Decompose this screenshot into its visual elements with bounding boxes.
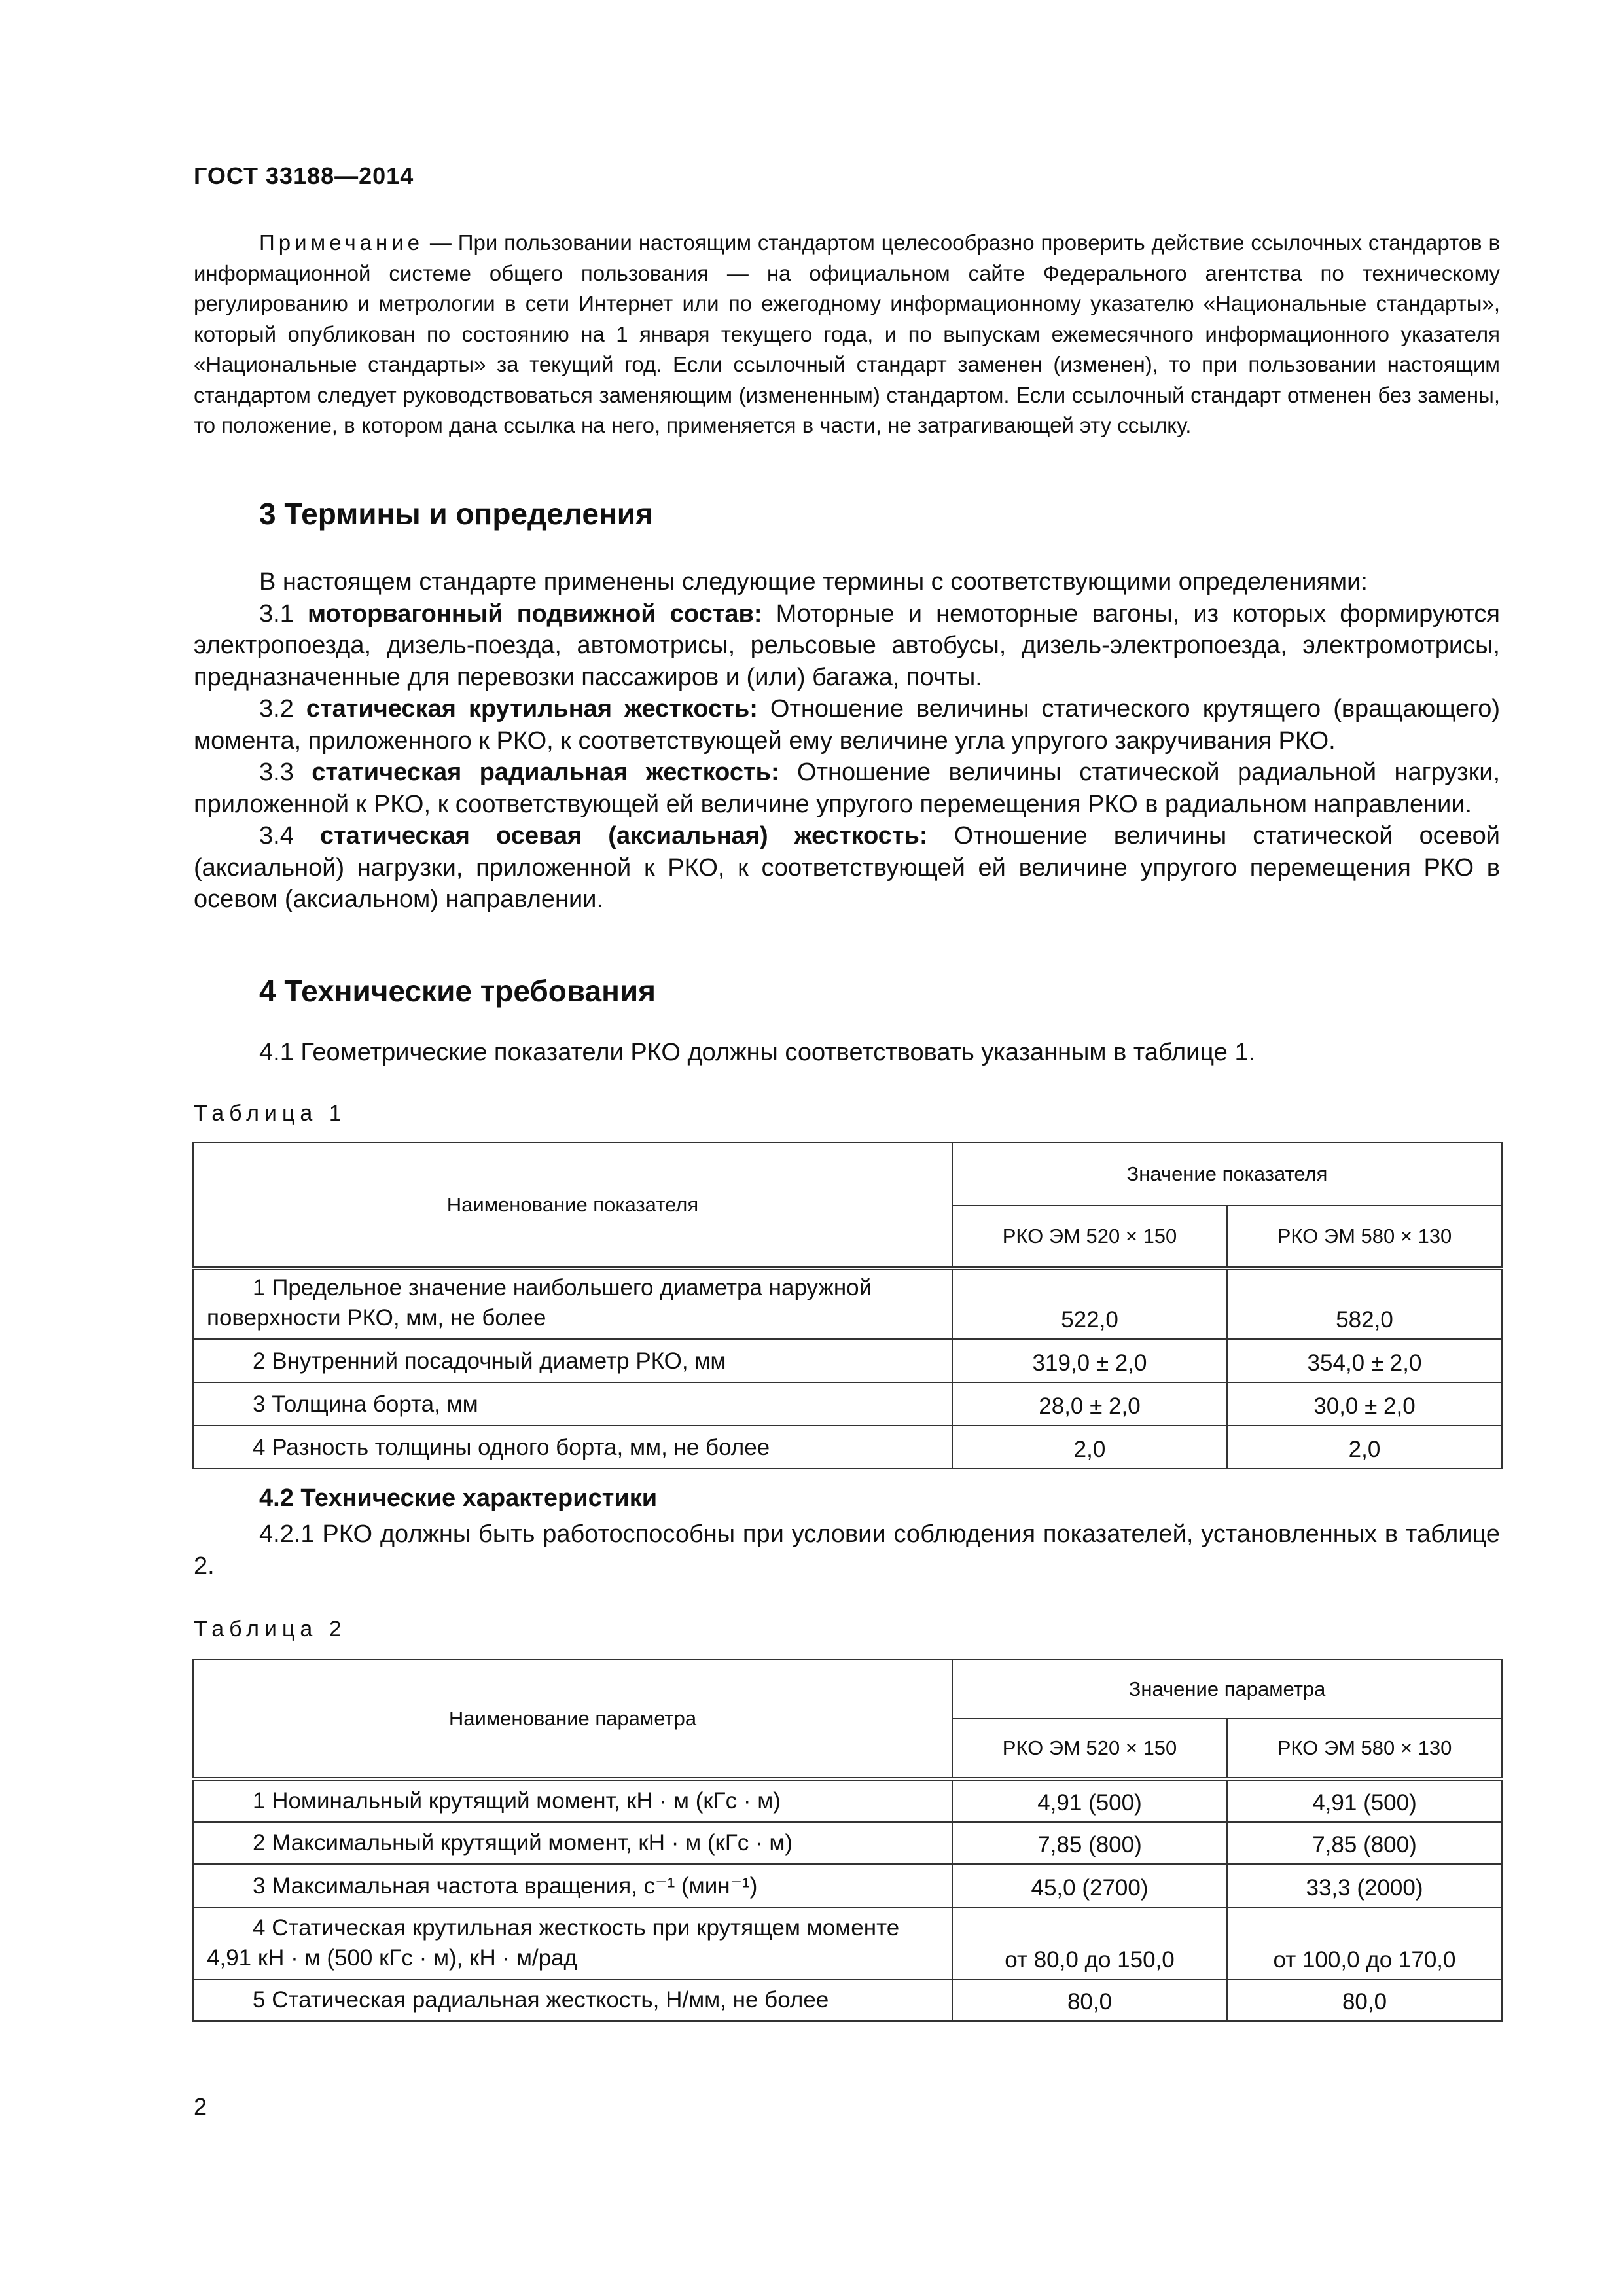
row-name: 3 Толщина борта, мм [193, 1382, 952, 1426]
row-value-1: 522,0 [952, 1268, 1227, 1339]
table-row [193, 1268, 1502, 1339]
row-value-2: 2,0 [1227, 1426, 1502, 1469]
table-row [193, 1864, 1502, 1907]
row-value-2: 30,0 ± 2,0 [1227, 1382, 1502, 1426]
table-2-caption: Таблица 2 [194, 1617, 347, 1641]
paragraph-4-2-1: 4.2.1 РКО должны быть работоспособны при условии соблюдения показателей, установленных в таблице 2. [194, 1520, 1500, 1580]
table-row [193, 1779, 1502, 1822]
row-value-2: 4,91 (500) [1227, 1779, 1502, 1822]
row-value-1: 7,85 (800) [952, 1822, 1227, 1864]
table-header-row [193, 1660, 1502, 1719]
table-row [193, 1979, 1502, 2021]
table-row [193, 1822, 1502, 1864]
row-value-2: 354,0 ± 2,0 [1227, 1339, 1502, 1382]
term-name: статическая осевая (аксиальная) жесткость: [319, 822, 928, 850]
header-value: Значение показателя [952, 1143, 1502, 1206]
row-name: 4 Разность толщины одного борта, мм, не более [193, 1426, 952, 1469]
row-value-1: 28,0 ± 2,0 [952, 1382, 1227, 1426]
header-col-1: РКО ЭМ 520 × 150 [952, 1206, 1227, 1268]
row-name: 2 Максимальный крутящий момент, кН · м (кГс · м) [193, 1822, 952, 1864]
term-number: 3.3 [259, 759, 312, 786]
term-number: 3.1 [259, 600, 308, 628]
row-name: 2 Внутренний посадочный диаметр РКО, мм [193, 1339, 952, 1382]
row-value-1: 80,0 [952, 1979, 1227, 2021]
term-number: 3.2 [259, 695, 306, 723]
term-3-4 [194, 820, 1500, 916]
section-4-2-1-paragraph [194, 1518, 1500, 1582]
row-value-2: 582,0 [1227, 1268, 1502, 1339]
table-row [193, 1907, 1502, 1979]
term-definition: Моторные и немоторные вагоны, из которых формируются электропоезда, дизель-поезда, автомотрисы, рельсовые автобусы, дизель-электропоезда, электромотрисы, предназначенные для перевозки пассажиров и (или) багажа, почты. [194, 600, 1501, 691]
table-1 [192, 1142, 1503, 1469]
table-row [193, 1382, 1502, 1426]
term-definition: Отношение величины статической осевой (аксиальной) нагрузки, приложенной к РКО, к соответствующей ей величине упругого перемещения РКО в осевом (аксиальном) направлении. [194, 822, 1500, 913]
term-3-3 [194, 757, 1500, 820]
row-name: 3 Максимальная частота вращения, с⁻¹ (мин⁻¹) [193, 1864, 952, 1907]
section-3-title: 3 Термины и определения [259, 497, 653, 531]
table-row [193, 1426, 1502, 1469]
table-row [193, 1339, 1502, 1382]
row-name: 1 Номинальный крутящий момент, кН · м (кГс · м) [193, 1779, 952, 1822]
row-value-1: 319,0 ± 2,0 [952, 1339, 1227, 1382]
row-value-1: от 80,0 до 150,0 [952, 1907, 1227, 1979]
section-4-title: 4 Технические требования [259, 974, 656, 1008]
row-value-2: 80,0 [1227, 1979, 1502, 2021]
header-name: Наименование показателя [193, 1143, 952, 1268]
note-paragraph [194, 228, 1500, 441]
row-value-2: 7,85 (800) [1227, 1822, 1502, 1864]
row-value-2: от 100,0 до 170,0 [1227, 1907, 1502, 1979]
term-number: 3.4 [259, 822, 320, 850]
term-definition: Отношение величины статического крутящего (вращающего) момента, приложенного к РКО, к соответствующей ему величине угла упругого закручивания РКО. [194, 695, 1500, 755]
section-3-body [194, 566, 1500, 916]
subsection-4-2-title: 4.2 Технические характеристики [259, 1484, 658, 1512]
section-3-intro: В настоящем стандарте применены следующие термины с соответствующими определениями: [259, 568, 1368, 596]
header-value: Значение параметра [952, 1660, 1502, 1719]
header-col-2: РКО ЭМ 580 × 130 [1227, 1719, 1502, 1779]
note-text: — При пользовании настоящим стандартом целесообразно проверить действие ссылочных стандартов в информационной системе общего пользования — на официальном сайте Федерального агентства по техническому регулированию и метрологии в сети Интернет или по ежегодному информационному указателю «Национальные стандарты», который опубликован по состоянию на 1 января текущего года, и по выпускам ежемесячного информационного указателя «Национальные стандарты» за текущий год. Если ссылочный стандарт заменен (изменен), то при пользовании настоящим стандартом следует руководствоваться заменяющим (измененным) стандартом. Если ссылочный стандарт отменен без замены, то положение, в котором дана ссылка на него, применяется в части, не затрагивающей эту ссылку. [194, 230, 1500, 437]
row-value-2: 33,3 (2000) [1227, 1864, 1502, 1907]
header-name: Наименование параметра [193, 1660, 952, 1779]
term-3-1 [194, 598, 1500, 694]
document-header: ГОСТ 33188—2014 [194, 162, 414, 189]
section-4-1-paragraph [194, 1037, 1500, 1069]
term-name: моторвагонный подвижной состав: [307, 600, 762, 628]
term-3-2 [194, 693, 1500, 757]
term-name: статическая радиальная жесткость: [312, 759, 779, 786]
row-name: 5 Статическая радиальная жесткость, Н/мм, не более [193, 1979, 952, 2021]
row-value-1: 45,0 (2700) [952, 1864, 1227, 1907]
row-name: 4 Статическая крутильная жесткость при крутящем моменте 4,91 кН · м (500 кГс · м), кН · м/рад [193, 1907, 952, 1979]
note-label: Примечание [259, 230, 424, 255]
header-col-2: РКО ЭМ 580 × 130 [1227, 1206, 1502, 1268]
row-name: 1 Предельное значение наибольшего диаметра наружной поверхности РКО, мм, не более [193, 1268, 952, 1339]
paragraph-4-1: 4.1 Геометрические показатели РКО должны соответствовать указанным в таблице 1. [259, 1039, 1256, 1066]
page-number: 2 [194, 2093, 207, 2120]
header-col-1: РКО ЭМ 520 × 150 [952, 1719, 1227, 1779]
term-definition: Отношение величины статической радиальной нагрузки, приложенной к РКО, к соответствующей ей величине упругого перемещения РКО в радиальном направлении. [194, 759, 1500, 818]
row-value-1: 4,91 (500) [952, 1779, 1227, 1822]
table-1-caption: Таблица 1 [194, 1101, 347, 1126]
table-header-row [193, 1143, 1502, 1206]
table-2 [192, 1659, 1503, 2022]
term-name: статическая крутильная жесткость: [306, 695, 758, 723]
row-value-1: 2,0 [952, 1426, 1227, 1469]
